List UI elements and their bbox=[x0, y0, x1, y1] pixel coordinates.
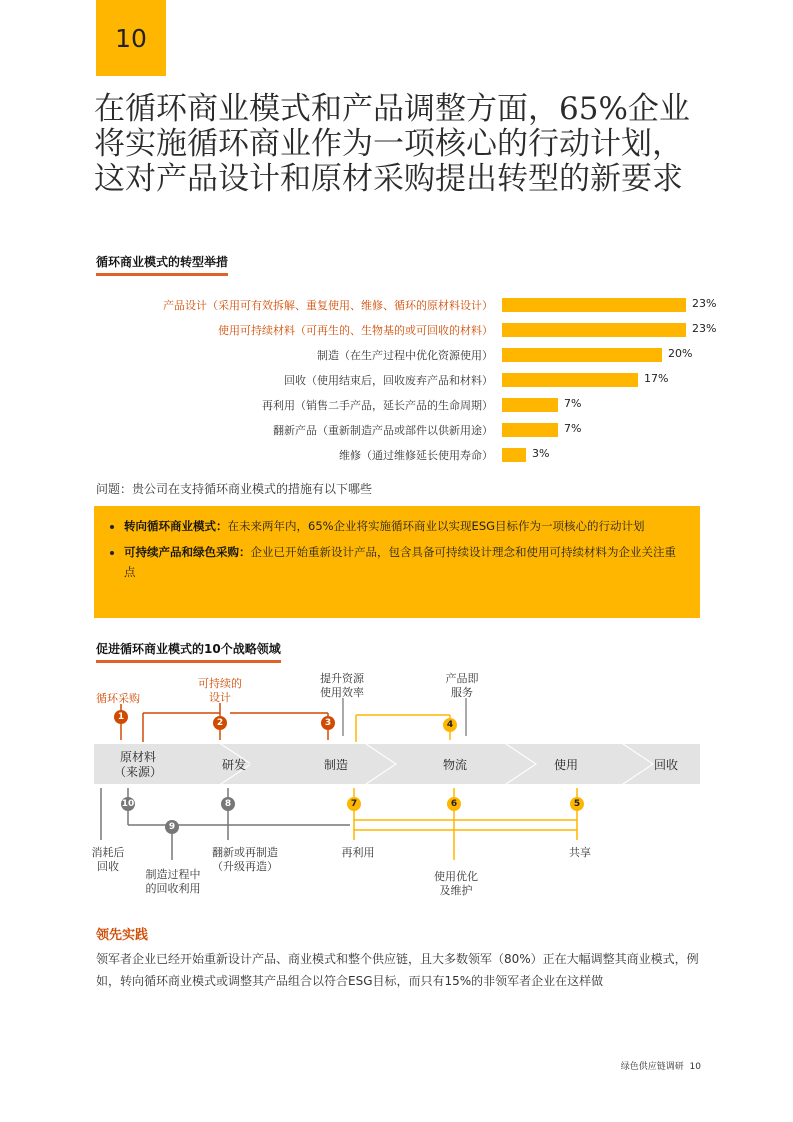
page-number-tab bbox=[96, 0, 166, 76]
label-process-recycling: 制造过程中 的回收利用 bbox=[145, 868, 201, 895]
bar-value-label: 20% bbox=[668, 347, 693, 360]
bar-chart bbox=[40, 294, 740, 464]
badge-6: 6 bbox=[447, 797, 461, 811]
badge-9: 9 bbox=[165, 820, 179, 834]
bar bbox=[502, 423, 558, 437]
bar-category-label: 制造（在生产过程中优化资源使用） bbox=[317, 349, 493, 362]
label-product-as-service: 产品即 服务 bbox=[445, 672, 479, 699]
bar-row bbox=[40, 419, 740, 444]
callout-item-text: 企业已开始重新设计产品，包含具备可持续设计理念和使用可持续材料为企业关注重点 bbox=[124, 545, 676, 579]
page-headline: 在循环商业模式和产品调整方面，65%企业将实施循环商业作为一项核心的行动计划，这对产品设计和原材采购提出转型的新要求 bbox=[94, 91, 690, 197]
label-resource-efficiency: 提升资源 使用效率 bbox=[320, 672, 364, 699]
badge-7: 7 bbox=[347, 797, 361, 811]
bar-value-label: 23% bbox=[692, 322, 717, 335]
bar-category-label: 使用可持续材料（可再生的、生物基的或可回收的材料） bbox=[218, 324, 493, 337]
footer-report-name: 绿色供应链调研 bbox=[620, 1062, 684, 1072]
bar-value-label: 17% bbox=[644, 372, 669, 385]
bar bbox=[502, 373, 638, 387]
stage-use: 使用 bbox=[553, 758, 578, 772]
label-reuse: 再利用 bbox=[341, 846, 375, 859]
bar-row bbox=[40, 394, 740, 419]
badge-8: 8 bbox=[221, 797, 235, 811]
bar-value-label: 7% bbox=[564, 397, 582, 410]
badge-2: 2 bbox=[213, 716, 227, 730]
survey-question: 问题：贵公司在支持循环商业模式的措施有以下哪些 bbox=[96, 482, 373, 496]
key-findings-callout bbox=[94, 506, 700, 618]
bar-value-label: 23% bbox=[692, 297, 717, 310]
label-remanufacture: 翻新或再制造 （升级再造） bbox=[212, 846, 278, 873]
badge-10: 10 bbox=[121, 799, 135, 809]
callout-item-title: 转向循环商业模式： bbox=[124, 519, 228, 533]
stage-manufacturing: 制造 bbox=[323, 758, 348, 772]
bar-category-label: 回收（使用结束后，回收废弃产品和材料） bbox=[284, 374, 493, 387]
leading-practice-title: 领先实践 bbox=[96, 928, 149, 943]
badge-1: 1 bbox=[114, 710, 128, 724]
bar bbox=[502, 323, 686, 337]
stage-sourcing: 原材料 （来源） bbox=[113, 750, 162, 779]
callout-item-title: 可持续产品和绿色采购： bbox=[124, 545, 251, 559]
badge-3: 3 bbox=[321, 716, 335, 730]
bar-row bbox=[40, 294, 740, 319]
stage-logistics: 物流 bbox=[442, 758, 467, 772]
page-number: 10 bbox=[115, 23, 147, 53]
label-post-consumer-recycling: 消耗后 回收 bbox=[91, 846, 125, 873]
bar-row bbox=[40, 319, 740, 344]
bar bbox=[502, 348, 662, 362]
badge-5: 5 bbox=[570, 797, 584, 811]
stage-rnd: 研发 bbox=[221, 758, 246, 772]
label-sustainable-design: 可持续的 设计 bbox=[198, 677, 242, 704]
bar-category-label: 维修（通过维修延长使用寿命） bbox=[339, 449, 493, 462]
bar bbox=[502, 448, 526, 462]
bar-row bbox=[40, 344, 740, 369]
footer bbox=[621, 1059, 701, 1072]
callout-item bbox=[124, 516, 686, 536]
bar bbox=[502, 398, 558, 412]
stage-recycle: 回收 bbox=[653, 758, 678, 772]
leading-practice-text: 领军者企业已经开始重新设计产品、商业模式和整个供应链，且大多数领军（80%）正在大幅调整其商业模式，例如，转向循环商业模式或调整其产品组合以符合ESG目标，而只有15%的非领军者企业在这样做 bbox=[96, 952, 699, 988]
footer-page-number: 10 bbox=[689, 1062, 701, 1072]
chart-section-title: 循环商业模式的转型举措 bbox=[96, 253, 228, 276]
bar-category-label: 再利用（销售二手产品，延长产品的生命周期） bbox=[262, 399, 493, 412]
flow-section-title: 促进循环商业模式的10个战略领域 bbox=[96, 640, 281, 663]
badge-4: 4 bbox=[443, 718, 457, 732]
bottom-yellow-connectors bbox=[354, 788, 577, 860]
bar-value-label: 3% bbox=[532, 447, 550, 460]
bar-category-label: 产品设计（采用可有效拆解、重复使用、维修、循环的原材料设计） bbox=[163, 299, 493, 312]
bar-row bbox=[40, 369, 740, 394]
label-sharing: 共享 bbox=[569, 846, 591, 859]
bar-row bbox=[40, 444, 740, 469]
bar bbox=[502, 298, 686, 312]
callout-item bbox=[124, 542, 686, 582]
bar-category-label: 翻新产品（重新制造产品或部件以供新用途） bbox=[273, 424, 493, 437]
bar-value-label: 7% bbox=[564, 422, 582, 435]
label-circular-sourcing: 循环采购 bbox=[96, 692, 140, 705]
service-connectors bbox=[356, 715, 450, 742]
label-usage-optimization: 使用优化 及维护 bbox=[434, 870, 478, 897]
callout-item-text: 在未来两年内，65%企业将实施循环商业以实现ESG目标作为一项核心的行动计划 bbox=[227, 519, 645, 533]
